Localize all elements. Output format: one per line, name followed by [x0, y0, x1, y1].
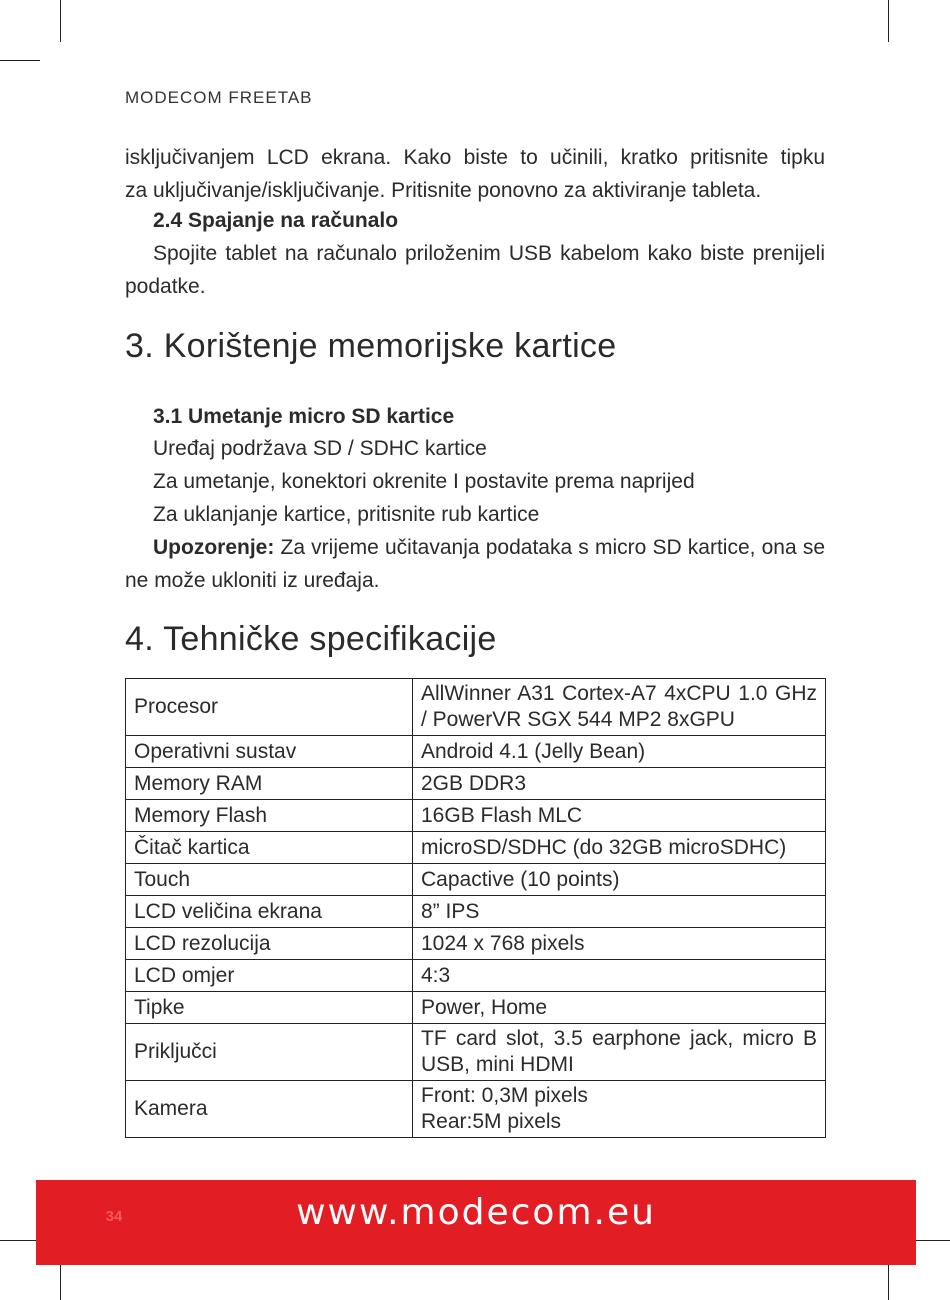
spec-key: Memory RAM [126, 768, 413, 800]
spec-value: TF card slot, 3.5 earphone jack, micro B USB, mini HDMI [413, 1024, 826, 1081]
spec-value: Android 4.1 (Jelly Bean) [413, 736, 826, 768]
spec-value: 2GB DDR3 [413, 768, 826, 800]
section-heading: 4. Tehničke specifikacije [125, 620, 497, 658]
spec-key: Touch [126, 864, 413, 896]
paragraph: Spojite tablet na računalo priloženim USB kabelom kako biste prenijeli podatke. [125, 242, 825, 298]
subsection-title: 2.4 Spajanje na računalo [153, 209, 399, 232]
section-heading: 3. Korištenje memorijske kartice [125, 327, 617, 365]
table-row [126, 896, 826, 928]
table-row [126, 928, 826, 960]
intro-line-1: isključivanjem LCD ekrana. Kako biste to učinili, kratko pritisnite tipku [125, 146, 825, 169]
intro-line-2: za uključivanje/isključivanje. Pritisnite ponovno za aktiviranje tableta. [125, 179, 762, 202]
spec-value: Power, Home [413, 992, 826, 1024]
paragraph-line: Uređaj podržava SD / SDHC kartice [153, 437, 487, 460]
spec-key: Kamera [126, 1081, 413, 1138]
spec-value-line: Rear:5M pixels [421, 1110, 562, 1133]
table-row [126, 832, 826, 864]
table-row [126, 992, 826, 1024]
subsection-title: 3.1 Umetanje micro SD kartice [153, 405, 455, 428]
spec-value: 8” IPS [413, 896, 826, 928]
table-row [126, 1081, 826, 1138]
crop-mark [60, 0, 61, 42]
table-row [126, 1024, 826, 1081]
warning-text: Za vrijeme učitavanja podataka s micro SD kartice, ona se ne može ukloniti iz uređaja. [125, 536, 825, 592]
page-number: 34 [105, 1208, 123, 1225]
spec-key: LCD veličina ekrana [126, 896, 413, 928]
paragraph-line: Za umetanje, konektori okrenite I postavite prema naprijed [153, 470, 695, 493]
crop-mark [910, 1240, 950, 1241]
table-row [126, 960, 826, 992]
spec-key: Čitač kartica [126, 832, 413, 864]
spec-value-line: Front: 0,3M pixels [421, 1084, 588, 1107]
spec-value: microSD/SDHC (do 32GB microSDHC) [413, 832, 826, 864]
warning-paragraph [125, 531, 825, 597]
spec-key: LCD omjer [126, 960, 413, 992]
spec-value: Capactive (10 points) [413, 864, 826, 896]
crop-mark [0, 1240, 40, 1241]
running-header: MODECOM FREETAB [125, 88, 313, 107]
spec-value: 1024 x 768 pixels [413, 928, 826, 960]
table-row [126, 736, 826, 768]
spec-key: Priključci [126, 1024, 413, 1081]
spec-value: AllWinner A31 Cortex-A7 4xCPU 1.0 GHz / PowerVR SGX 544 MP2 8xGPU [413, 679, 826, 736]
spec-value [413, 1081, 826, 1138]
spec-value: 16GB Flash MLC [413, 800, 826, 832]
warning-label: Upozorenje: [153, 536, 275, 559]
table-row [126, 679, 826, 736]
spec-key: Memory Flash [126, 800, 413, 832]
table-row [126, 864, 826, 896]
spec-table [125, 678, 826, 1138]
footer-url[interactable]: www.modecom.eu [296, 1192, 656, 1233]
table-row [126, 768, 826, 800]
spec-key: Procesor [126, 679, 413, 736]
spec-key: LCD rezolucija [126, 928, 413, 960]
spec-key: Tipke [126, 992, 413, 1024]
footer-band [36, 1180, 916, 1265]
crop-mark [888, 0, 889, 42]
spec-key: Operativni sustav [126, 736, 413, 768]
paragraph-line: Za uklanjanje kartice, pritisnite rub kartice [153, 503, 540, 526]
spec-value: 4:3 [413, 960, 826, 992]
crop-mark [0, 60, 40, 61]
table-row [126, 800, 826, 832]
